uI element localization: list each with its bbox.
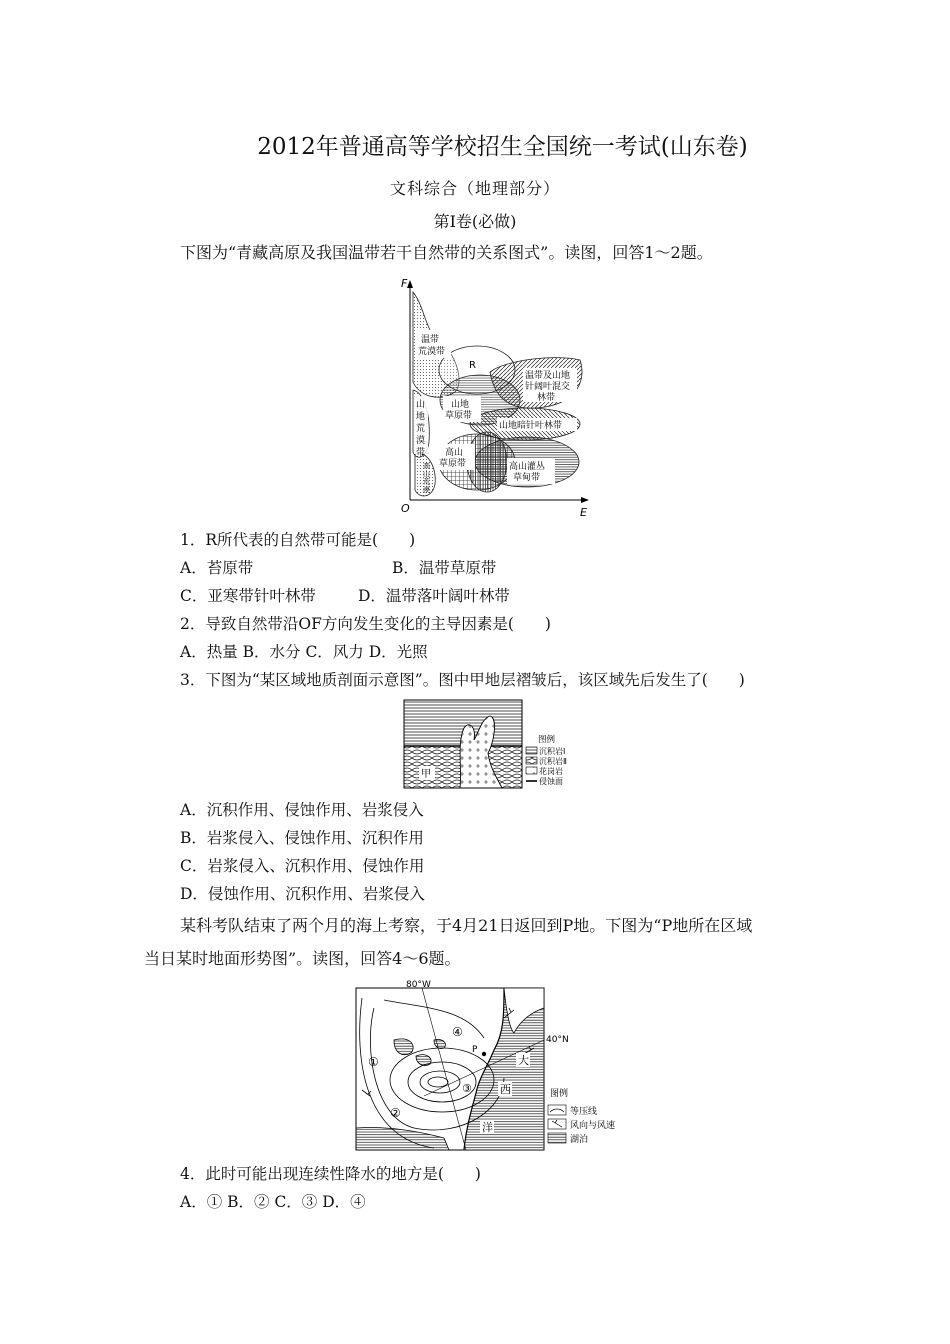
q2-stem: 2．导致自然带沿OF方向发生变化的主导因素是( ) xyxy=(180,615,551,633)
label-md-3: 荒 xyxy=(416,424,426,434)
label-ad-3: 荒 xyxy=(423,478,430,486)
label-shrub-2: 草甸带 xyxy=(513,473,541,483)
q2-options: A．热量 B．水分 C．风力 D．光照 xyxy=(180,643,428,661)
label-mixed-3: 林带 xyxy=(537,393,556,403)
legend-item-4: 侵蚀面 xyxy=(539,777,563,786)
label-desert-2: 荒漠带 xyxy=(418,347,446,357)
longitude-label: 80°W xyxy=(406,980,431,990)
point-3: ③ xyxy=(462,1082,472,1095)
map-legend-lake: 湖泊 xyxy=(570,1135,589,1145)
label-jia: 甲 xyxy=(421,769,431,780)
latitude-label: 40°N xyxy=(546,1035,569,1045)
q1-option-c: C．亚寒带针叶林带 xyxy=(180,587,316,605)
label-ad-4: 漠 xyxy=(423,486,430,494)
label-high-2: 草原带 xyxy=(439,459,467,469)
q4-options: A．① B．② C．③ D．④ xyxy=(180,1193,366,1211)
subtitle: 文科综合（地理部分） xyxy=(389,179,560,198)
label-ad-2: 山 xyxy=(423,470,430,478)
q3-option-c: C．岩浆侵入、沉积作用、侵蚀作用 xyxy=(180,857,425,875)
label-conifer: 山地暗针叶林带 xyxy=(499,421,563,431)
geologic-section-diagram xyxy=(402,698,590,792)
q4-stem: 4．此时可能出现连续性降水的地方是( ) xyxy=(180,1165,481,1183)
point-4: ④ xyxy=(452,1025,463,1039)
map-legend-title: 图例 xyxy=(550,1089,569,1099)
map-legend-wind: 风向与风速 xyxy=(570,1121,616,1131)
q3-option-a: A．沉积作用、侵蚀作用、岩浆侵入 xyxy=(180,801,424,819)
label-mgrass-2: 草原带 xyxy=(445,411,473,421)
label-md-5: 带 xyxy=(416,448,426,458)
pressure-map xyxy=(354,978,638,1154)
point-1: ① xyxy=(368,1055,379,1069)
intro-2-line-2: 当日某时地面形势图”。读图，回答4～6题。 xyxy=(144,949,461,968)
q1-option-d: D．温带落叶阔叶林带 xyxy=(358,587,510,605)
label-md-2: 地 xyxy=(416,412,426,422)
page-title: 2012年普通高等学校招生全国统一考试(山东卷) xyxy=(257,134,748,160)
legend-item-3: 花岗岩 xyxy=(539,767,563,776)
label-mixed-1: 温带及山地 xyxy=(525,371,571,381)
label-md-1: 山 xyxy=(416,400,426,410)
intro-1: 下图为“青藏高原及我国温带若干自然带的关系图式”。读图，回答1～2题。 xyxy=(180,243,713,262)
label-shrub-1: 高山灌丛 xyxy=(509,462,546,472)
q1-option-b: B．温带草原带 xyxy=(392,559,497,577)
origin-label: O xyxy=(401,502,410,515)
point-p: P xyxy=(472,1045,478,1055)
volume-label: 第Ⅰ卷(必做) xyxy=(433,212,517,231)
q1-stem: 1．R所代表的自然带可能是( ) xyxy=(180,531,416,549)
label-high-1: 高山 xyxy=(445,448,464,458)
map-legend-isobar: 等压线 xyxy=(570,1107,598,1117)
label-r: R xyxy=(469,360,476,371)
legend-item-2: 沉积岩Ⅱ xyxy=(539,757,567,766)
q1-option-a: A．苔原带 xyxy=(180,559,254,577)
ocean-label-3: 洋 xyxy=(482,1121,493,1134)
point-2: ② xyxy=(390,1106,401,1120)
q3-option-b: B．岩浆侵入、侵蚀作用、沉积作用 xyxy=(180,829,424,847)
ocean-label-1: 大 xyxy=(518,1054,529,1067)
ocean-label-2: 西 xyxy=(500,1083,511,1096)
q3-stem: 3．下图为“某区域地质剖面示意图”。图中甲地层褶皱后，该区域先后发生了( ) xyxy=(180,671,745,689)
label-mixed-2: 针阔叶混交 xyxy=(525,382,571,392)
label-desert-1: 温带 xyxy=(421,335,440,345)
axis-f-label: F xyxy=(401,277,408,290)
natural-zones-diagram xyxy=(395,272,595,520)
legend-item-1: 沉积岩Ⅰ xyxy=(539,747,566,756)
intro-2-line-1: 某科考队结束了两个月的海上考察，于4月21日返回到P地。下图为“P地所在区域 xyxy=(180,916,753,935)
legend-title: 图例 xyxy=(538,735,556,745)
label-ad-1: 高 xyxy=(423,462,430,470)
axis-e-label: E xyxy=(580,506,587,519)
label-md-4: 漠 xyxy=(416,436,426,446)
label-mgrass-1: 山地 xyxy=(451,400,470,410)
q3-option-d: D．侵蚀作用、沉积作用、岩浆侵入 xyxy=(180,885,425,903)
